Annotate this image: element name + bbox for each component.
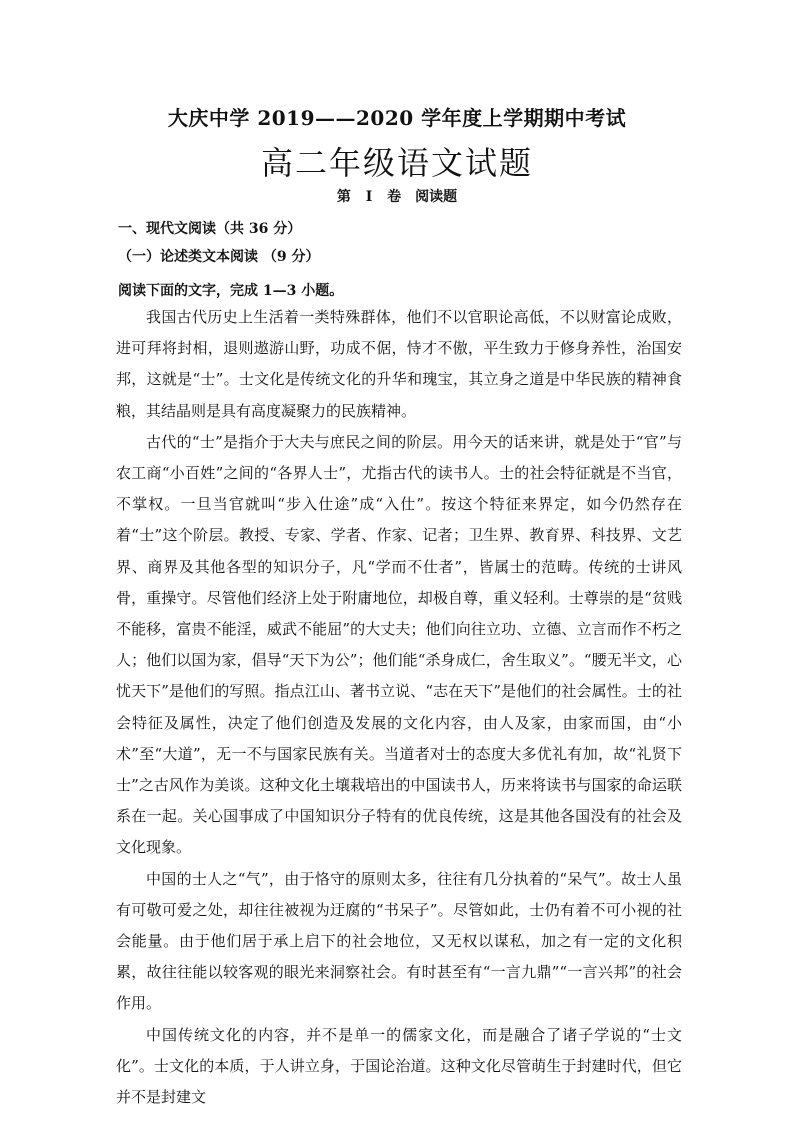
reading-instruction: 阅读下面的文字，完成 1—3 小题。 [118,283,344,299]
passage-body [116,302,682,1113]
passage-paragraph-4: 中国传统文化的内容，并不是单一的儒家文化，而是融合了诸子学说的“士文化”。士文化的本质，于人讲立身，于国论治道。这种文化尽管萌生于封建时代，但它并不是封建文 [116,1025,682,1107]
passage-paragraph-2: 古代的“士”是指介于大夫与庶民之间的阶层。用今天的话来讲，就是处于“官”与农工商“小百姓”之间的“各界人士”，尤指古代的读书人。士的社会特征就是不当官，不掌权。一旦当官就叫“步入仕途”成“入仕”。按这个特征来界定，如今仍然存在着“士”这个阶层。教授、专家、学者、作家、记者；卫生界、教育界、科技界、文艺界、商界及其他各型的知识分子，凡“学而不仕者”，皆属士的范畴。传统的士讲风骨，重操守。尽管他们经济上处于附庸地位，却极自尊，重义轻利。士尊崇的是“贫贱不能移，富贵不能淫，威武不能屈”的大丈夫；他们向往立功、立德、立言而作不朽之人；他们以国为家，倡导“天下为公”；他们能“杀身成仁，舍生取义”。“腰无半文，心忧天下”是他们的写照。指点江山、著书立说、“志在天下”是他们的社会属性。士的社会特征及属性，决定了他们创造及发展的文化内容，由人及家，由家而国，由“小术”至“大道”，无一不与国家民族有关。当道者对士的态度大多优礼有加，故“礼贤下士”之古风作为美谈。这种文化土壤栽培出的中国读书人，历来将读书与国家的命运联系在一起。关心国事成了中国知识分子特有的优良传统，这是其他各国没有的社会及文化现象。 [116,432,682,857]
school-exam-line: 大庆中学 2019——2020 学年度上学期期中考试 [167,106,627,130]
passage-paragraph-3: 中国的士人之“气”，由于恪守的原则太多，往往有几分执着的“呆气”。故士人虽有可敬可爱之处，却往往被视为迂腐的“书呆子”。尽管如此，士仍有着不可小视的社会能量。由于他们居于承上启下的社会地位，又无权以谋私，加之有一定的文化积累，故往往能以较客观的眼光来洞察社会。有时甚至有“一言九鼎”“一言兴邦”的社会作用。 [116,869,682,1013]
passage-paragraph-1: 我国古代历史上生活着一类特殊群体，他们不以官职论高低，不以财富论成败，进可拜将封相，退则遨游山野，功成不倨，恃才不傲，平生致力于修身养性，治国安邦，这就是“士”。士文化是传统文化的升华和瑰宝，其立身之道是中华民族的精神食粮，其结晶则是具有高度凝聚力的民族精神。 [116,308,682,420]
section-heading-modern-reading: 一、现代文阅读（共 36 分） [118,221,302,237]
volume-heading: 第 I 卷 阅读题 [336,189,458,205]
exam-title: 高二年级语文试题 [260,144,533,182]
subsection-heading-argumentative: （一）论述类文本阅读 （9 分） [118,249,320,265]
